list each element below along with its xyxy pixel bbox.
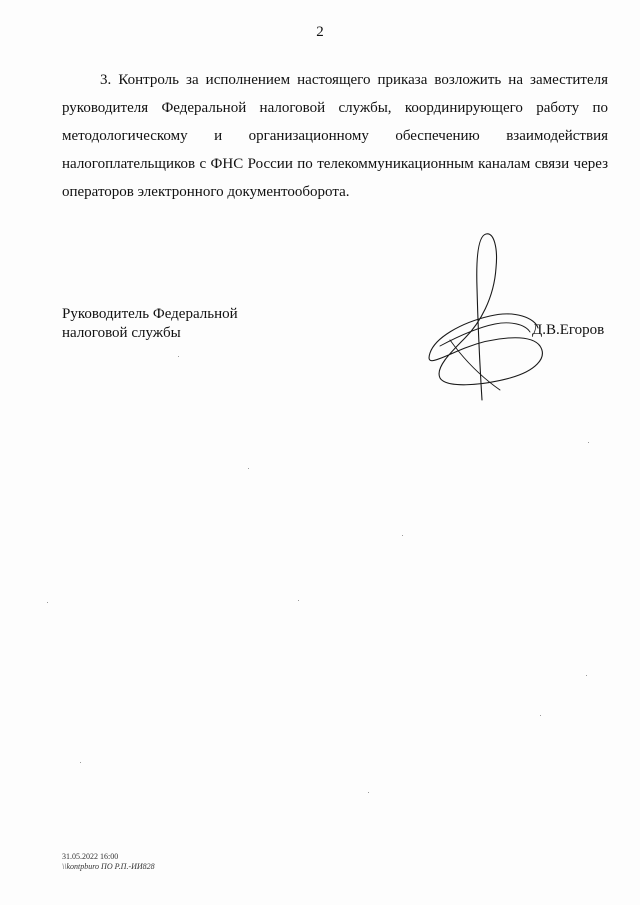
paragraph-line: налогоплательщиков с ФНС России по телекоммуникационным каналам связи через [62, 156, 608, 172]
scan-speck [368, 792, 369, 793]
page-number: 2 [316, 24, 324, 40]
signer-name: Д.В.Егоров [532, 322, 605, 338]
scan-speck [402, 535, 403, 536]
paragraph-line: руководителя Федеральной налоговой службы, координирующего работу по [62, 100, 608, 116]
scan-speck [298, 600, 299, 601]
scan-speck [178, 356, 179, 357]
scan-speck [248, 468, 249, 469]
scan-speck [588, 442, 589, 443]
footer-date: 31.05.2022 16:00 [62, 852, 119, 861]
signer-position-line: налоговой службы [62, 325, 181, 341]
handwritten-signature [420, 228, 560, 403]
paragraph-line: операторов электронного документооборота. [62, 184, 350, 200]
signer-position-line: Руководитель Федеральной [62, 306, 238, 322]
paragraph-line: 3. Контроль за исполнением настоящего приказа возложить на заместителя [100, 72, 608, 88]
body-paragraph [62, 66, 608, 206]
scan-speck [540, 715, 541, 716]
scan-speck [80, 762, 81, 763]
paragraph-line: методологическому и организационному обеспечению взаимодействия [62, 128, 608, 144]
signer-position [62, 305, 238, 343]
scan-speck [47, 602, 48, 603]
scan-speck [586, 675, 587, 676]
footer-document-code: \\kontpburo ПО Р.П.-ИИ828 [62, 862, 155, 871]
footer-metadata [62, 852, 155, 872]
